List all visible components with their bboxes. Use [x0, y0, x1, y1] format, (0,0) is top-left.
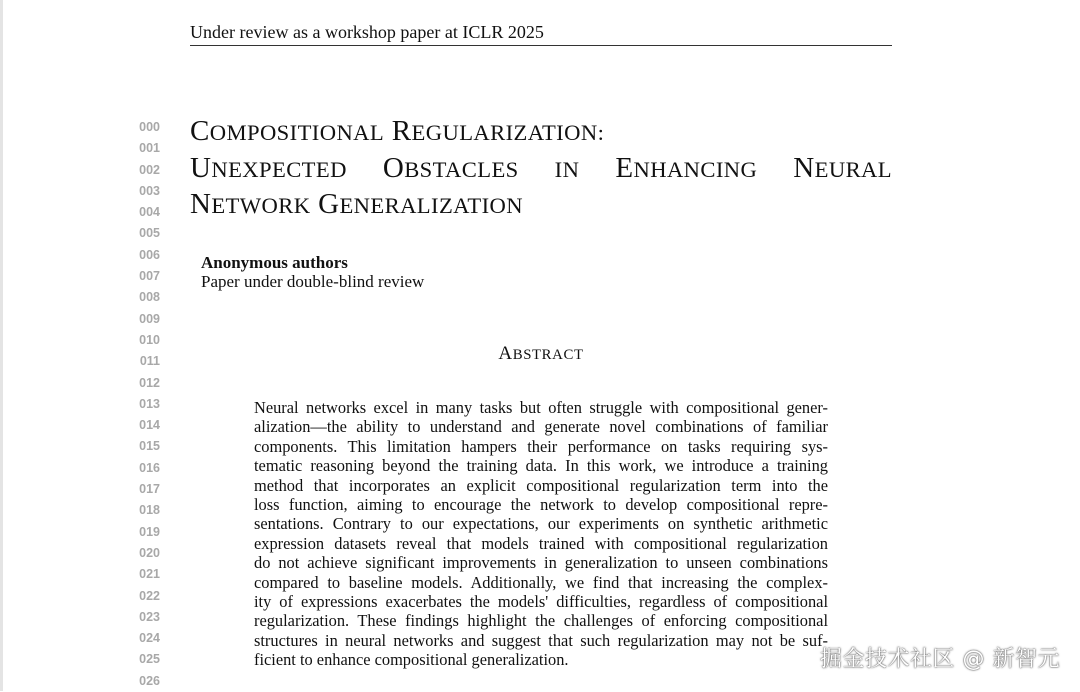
- author-note: Paper under double-blind review: [201, 272, 425, 291]
- title-word-rest: ETWORK: [211, 193, 311, 218]
- line-number: 009: [139, 311, 160, 326]
- title-word: [392, 115, 604, 147]
- title-word-rest: IN: [554, 156, 580, 182]
- title-word-cap: G: [318, 188, 340, 220]
- title-word: [793, 152, 892, 184]
- abstract-line: method that incorporates an explicit compositional regularization term into the: [254, 475, 828, 495]
- abstract-line: do not achieve significant improvements in generalization to unseen combinations: [254, 553, 828, 573]
- title-word-cap: E: [615, 151, 634, 184]
- abstract-line: loss function, aiming to encourage the network to develop compositional repre-: [254, 495, 828, 515]
- title-word-rest: BSTACLES: [404, 156, 519, 182]
- title-line: [190, 114, 892, 151]
- abstract-line: components. This limitation hampers their performance on tasks requiring sys-: [254, 436, 828, 456]
- line-number: 010: [139, 332, 160, 347]
- abstract-line: ity of expressions exacerbates the models' difficulties, regardless of compositional: [254, 592, 828, 612]
- title-word-cap: C: [190, 115, 210, 147]
- title-word: [318, 188, 523, 220]
- line-number: 004: [139, 205, 160, 220]
- line-number: 018: [139, 503, 160, 518]
- paper-title: [190, 114, 892, 224]
- abstract-line: sentations. Contrary to our expectations, our experiments on synthetic arithmetic: [254, 514, 828, 534]
- line-number: 025: [139, 652, 160, 667]
- line-number-gutter: [120, 117, 160, 692]
- abstract-line: alization—the ability to understand and generate novel combinations of familiar: [254, 417, 828, 437]
- abstract-heading-rest: BSTRACT: [512, 347, 584, 363]
- abstract-line: Neural networks excel in many tasks but often struggle with compositional gener-: [254, 398, 828, 417]
- line-number: 020: [139, 545, 160, 560]
- title-word-cap: O: [382, 151, 405, 184]
- title-word-rest: EURAL: [814, 156, 892, 182]
- line-number: 023: [139, 609, 160, 624]
- title-word-rest: NEXPECTED: [211, 156, 347, 182]
- abstract-line: tematic reasoning beyond the training data. In this work, we introduce a training: [254, 456, 828, 476]
- line-number: 011: [139, 354, 160, 369]
- title-word-cap: N: [793, 151, 815, 184]
- title-word-cap: U: [190, 151, 212, 184]
- title-line: [190, 151, 892, 188]
- title-word-rest: EGULARIZATION:: [411, 120, 605, 145]
- line-number: 002: [139, 162, 160, 177]
- abstract-heading: [0, 343, 1080, 365]
- title-word-rest: OMPOSITIONAL: [209, 120, 385, 145]
- line-number: 022: [139, 588, 160, 603]
- author-name: Anonymous authors: [201, 253, 348, 272]
- abstract-line: ficient to enhance compositional generalization.: [254, 650, 569, 670]
- venue-header: Under review as a workshop paper at ICLR 2025: [190, 22, 544, 42]
- line-number: 012: [139, 375, 160, 390]
- title-word: [383, 152, 519, 184]
- abstract-body: [254, 398, 828, 670]
- title-word: [615, 152, 757, 184]
- line-number: 015: [139, 439, 160, 454]
- watermark: 掘金技术社区 @ 新智元: [820, 647, 1060, 672]
- line-number: 014: [139, 418, 160, 433]
- title-word-cap: R: [391, 115, 412, 147]
- title-word-rest: ENERALIZATION: [339, 193, 523, 218]
- abstract-heading-cap: A: [498, 343, 513, 364]
- line-number: 000: [139, 120, 160, 134]
- title-word: [555, 152, 580, 184]
- line-number: 017: [139, 482, 160, 497]
- line-number: 013: [139, 396, 160, 411]
- header-rule: [190, 45, 892, 46]
- line-number: 026: [139, 673, 160, 688]
- title-word: [190, 152, 347, 184]
- line-number: 008: [139, 290, 160, 305]
- abstract-line: regularization. These findings highlight the challenges of enforcing compositional: [254, 611, 828, 631]
- line-number: 007: [139, 269, 160, 284]
- title-line: [190, 187, 892, 224]
- line-number: 001: [139, 141, 160, 156]
- line-number: 005: [139, 226, 160, 241]
- title-word-rest: NHANCING: [633, 156, 758, 182]
- line-number: 006: [139, 247, 160, 262]
- title-word: [190, 188, 310, 220]
- title-word-cap: N: [190, 188, 212, 220]
- line-number: 021: [139, 567, 160, 582]
- abstract-line: structures in neural networks and suggest that such regularization may not be suf-: [254, 630, 828, 650]
- abstract-line: expression datasets reveal that models trained with compositional regularization: [254, 533, 828, 553]
- abstract-line: compared to baseline models. Additionally, we find that increasing the complex-: [254, 572, 828, 592]
- line-number: 024: [139, 631, 160, 646]
- line-number: 003: [139, 183, 160, 198]
- line-number: 016: [139, 460, 160, 475]
- title-word: [190, 115, 384, 147]
- line-number: 019: [139, 524, 160, 539]
